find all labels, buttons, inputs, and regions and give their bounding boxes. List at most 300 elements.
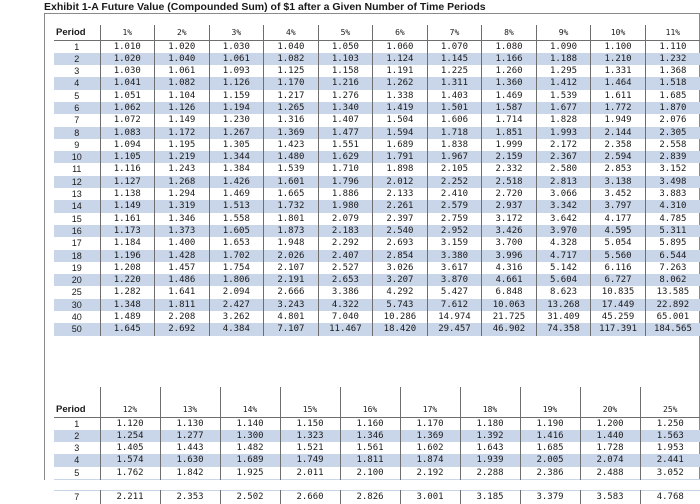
table-header-row xyxy=(54,387,700,417)
value-cell: 1.665 xyxy=(264,188,319,200)
value-cell: 1.173 xyxy=(100,225,155,237)
rate-column-header: 5% xyxy=(318,25,373,40)
table-row xyxy=(54,250,700,262)
period-cell: 14 xyxy=(54,200,100,212)
value-cell: 1.641 xyxy=(155,286,210,298)
value-cell: 1.513 xyxy=(209,200,264,212)
table-row xyxy=(54,90,700,102)
value-cell: 1.161 xyxy=(100,213,155,225)
rate-column-header: 6% xyxy=(373,25,428,40)
value-cell: 1.754 xyxy=(209,262,264,274)
value-cell: 2.502 xyxy=(220,491,280,503)
value-cell: 2.527 xyxy=(318,262,373,274)
value-cell: 1.140 xyxy=(220,417,280,430)
value-cell: 1.319 xyxy=(155,200,210,212)
value-cell: 1.127 xyxy=(100,176,155,188)
value-cell: 3.052 xyxy=(640,467,700,479)
value-cell: 1.208 xyxy=(100,262,155,274)
value-cell: 5.895 xyxy=(645,237,700,249)
value-cell: 1.606 xyxy=(427,114,482,126)
period-cell: 19 xyxy=(71,262,82,273)
value-cell: 1.083 xyxy=(100,127,155,139)
value-cell: 2.183 xyxy=(318,225,373,237)
period-cell: 12 xyxy=(54,176,100,188)
value-cell: 3.642 xyxy=(536,213,591,225)
value-cell: 1.504 xyxy=(373,114,428,126)
value-cell: 1.138 xyxy=(100,188,155,200)
value-cell: 1.311 xyxy=(427,77,482,89)
value-cell: 1.230 xyxy=(209,114,264,126)
value-cell: 1.368 xyxy=(645,65,700,77)
period-column-header: Period xyxy=(54,387,100,417)
value-cell: 2.094 xyxy=(209,286,264,298)
table-row xyxy=(54,454,700,466)
value-cell: 65.001 xyxy=(645,311,700,323)
value-cell: 2.540 xyxy=(373,225,428,237)
value-cell: 1.295 xyxy=(536,65,591,77)
table-row xyxy=(54,188,700,200)
value-cell: 1.120 xyxy=(100,417,160,430)
rate-column-header: 14% xyxy=(220,387,280,417)
value-cell: 1.392 xyxy=(460,430,520,442)
rate-column-header: 10% xyxy=(591,25,646,40)
value-cell: 1.282 xyxy=(100,286,155,298)
value-cell: 2.011 xyxy=(280,467,340,479)
value-cell: 3.379 xyxy=(520,491,580,503)
value-cell: 2.192 xyxy=(400,467,460,479)
value-cell: 1.232 xyxy=(645,53,700,65)
value-cell: 1.170 xyxy=(400,417,460,430)
value-cell: 1.714 xyxy=(482,114,537,126)
period-cell: 6 xyxy=(54,102,100,114)
value-cell: 1.874 xyxy=(400,454,460,466)
value-cell: 1.041 xyxy=(100,77,155,89)
period-cell: 2 xyxy=(54,53,100,65)
table-row xyxy=(54,151,700,163)
period-column-header: Period xyxy=(54,25,100,40)
value-cell: 1.166 xyxy=(482,53,537,65)
value-cell: 1.072 xyxy=(100,114,155,126)
value-cell: 6.544 xyxy=(645,250,700,262)
value-cell: 1.160 xyxy=(340,417,400,430)
value-cell: 2.759 xyxy=(427,213,482,225)
table-row xyxy=(54,417,700,430)
value-cell: 1.030 xyxy=(100,65,155,77)
value-cell: 2.397 xyxy=(373,213,428,225)
value-cell: 1.126 xyxy=(209,77,264,89)
value-cell: 1.653 xyxy=(209,237,264,249)
value-cell: 2.407 xyxy=(318,250,373,262)
value-cell: 1.898 xyxy=(373,163,428,175)
value-cell: 1.464 xyxy=(591,77,646,89)
value-cell: 1.150 xyxy=(280,417,340,430)
value-cell: 45.259 xyxy=(591,311,646,323)
value-cell: 1.772 xyxy=(591,102,646,114)
value-cell: 1.180 xyxy=(460,417,520,430)
table-row xyxy=(54,286,700,298)
value-cell: 1.728 xyxy=(580,442,640,454)
value-cell: 1.216 xyxy=(318,77,373,89)
value-cell: 1.925 xyxy=(220,467,280,479)
table-row xyxy=(54,102,700,114)
value-cell: 1.210 xyxy=(591,53,646,65)
table-row xyxy=(54,225,700,237)
value-cell: 1.643 xyxy=(460,442,520,454)
period-cell: 1 xyxy=(74,41,80,52)
value-cell: 1.993 xyxy=(536,127,591,139)
value-cell: 2.252 xyxy=(427,176,482,188)
value-cell: 1.732 xyxy=(264,200,319,212)
value-cell: 3.026 xyxy=(373,262,428,274)
value-cell: 4.310 xyxy=(645,200,700,212)
table-row xyxy=(54,430,700,442)
value-cell: 2.353 xyxy=(160,491,220,503)
rate-column-header: 20% xyxy=(580,387,640,417)
value-cell: 1.539 xyxy=(536,90,591,102)
value-cell: 1.300 xyxy=(220,430,280,442)
value-cell: 1.316 xyxy=(264,114,319,126)
value-cell: 2.579 xyxy=(427,200,482,212)
value-cell: 1.170 xyxy=(264,77,319,89)
period-cell: 4 xyxy=(54,77,100,89)
value-cell: 1.980 xyxy=(318,200,373,212)
period-cell: 17 xyxy=(71,238,82,249)
value-cell: 3.498 xyxy=(645,176,700,188)
value-cell: 1.796 xyxy=(318,176,373,188)
value-cell: 13.268 xyxy=(536,299,591,311)
value-cell: 2.159 xyxy=(482,151,537,163)
value-cell: 1.749 xyxy=(280,454,340,466)
value-cell: 2.261 xyxy=(373,200,428,212)
table-row xyxy=(54,77,700,89)
period-cell: 10 xyxy=(54,151,100,163)
value-cell: 1.323 xyxy=(280,430,340,442)
value-cell: 5.604 xyxy=(536,274,591,286)
value-cell: 1.400 xyxy=(155,237,210,249)
value-cell: 1.196 xyxy=(100,250,155,262)
value-cell: 1.477 xyxy=(318,127,373,139)
table-row xyxy=(54,237,700,249)
value-cell: 1.340 xyxy=(318,102,373,114)
table-row xyxy=(54,467,700,479)
value-cell: 2.660 xyxy=(280,491,340,503)
value-cell: 4.384 xyxy=(209,323,264,335)
value-cell: 8.062 xyxy=(645,274,700,286)
value-cell: 3.172 xyxy=(482,213,537,225)
value-cell: 31.409 xyxy=(536,311,591,323)
value-cell: 1.412 xyxy=(536,77,591,89)
value-cell: 1.939 xyxy=(460,454,520,466)
value-cell: 1.346 xyxy=(340,430,400,442)
value-cell: 3.185 xyxy=(460,491,520,503)
value-cell: 2.133 xyxy=(373,188,428,200)
value-cell: 2.666 xyxy=(264,286,319,298)
rate-column-header: 15% xyxy=(280,387,340,417)
value-cell: 1.254 xyxy=(100,430,160,442)
value-cell: 1.601 xyxy=(264,176,319,188)
value-cell: 1.276 xyxy=(318,90,373,102)
value-cell: 2.074 xyxy=(580,454,640,466)
value-cell: 1.384 xyxy=(209,163,264,175)
value-cell: 2.079 xyxy=(318,213,373,225)
value-cell: 1.967 xyxy=(427,151,482,163)
value-cell: 1.605 xyxy=(209,225,264,237)
value-cell: 1.482 xyxy=(220,442,280,454)
value-cell: 1.501 xyxy=(427,102,482,114)
value-cell: 3.452 xyxy=(591,188,646,200)
value-cell: 3.380 xyxy=(427,250,482,262)
value-cell: 29.457 xyxy=(427,323,482,335)
table-row xyxy=(54,323,700,335)
value-cell: 2.488 xyxy=(580,467,640,479)
value-cell: 3.159 xyxy=(427,237,482,249)
rate-column-header: 7% xyxy=(427,25,482,40)
value-cell: 1.428 xyxy=(155,250,210,262)
period-cell: 3 xyxy=(74,66,80,77)
value-cell: 1.294 xyxy=(155,188,210,200)
value-cell: 1.103 xyxy=(318,53,373,65)
value-cell: 2.839 xyxy=(645,151,700,163)
rate-column-header: 9% xyxy=(536,25,591,40)
table-body xyxy=(54,417,700,504)
value-cell: 7.040 xyxy=(318,311,373,323)
value-cell: 3.883 xyxy=(645,188,700,200)
value-cell: 1.806 xyxy=(209,274,264,286)
value-cell: 2.144 xyxy=(591,127,646,139)
value-cell: 1.188 xyxy=(536,53,591,65)
value-cell: 1.305 xyxy=(209,139,264,151)
value-cell: 1.373 xyxy=(155,225,210,237)
value-cell: 1.702 xyxy=(209,250,264,262)
value-cell: 1.360 xyxy=(482,77,537,89)
value-cell: 1.125 xyxy=(264,65,319,77)
value-cell: 1.369 xyxy=(264,127,319,139)
rate-column-header: 16% xyxy=(340,387,400,417)
value-cell: 1.158 xyxy=(318,65,373,77)
value-cell: 1.419 xyxy=(373,102,428,114)
value-cell: 1.348 xyxy=(100,299,155,311)
value-cell: 4.768 xyxy=(640,491,700,503)
value-cell: 3.700 xyxy=(482,237,537,249)
value-cell: 184.565 xyxy=(645,323,700,335)
value-cell: 1.265 xyxy=(264,102,319,114)
value-cell: 10.286 xyxy=(373,311,428,323)
value-cell: 11.467 xyxy=(318,323,373,335)
value-cell: 2.208 xyxy=(155,311,210,323)
value-cell: 1.489 xyxy=(100,311,155,323)
value-cell: 2.410 xyxy=(427,188,482,200)
value-cell: 1.949 xyxy=(591,114,646,126)
value-cell: 1.587 xyxy=(482,102,537,114)
value-cell: 3.583 xyxy=(580,491,640,503)
value-cell: 1.149 xyxy=(155,114,210,126)
value-cell: 1.082 xyxy=(264,53,319,65)
value-cell: 1.061 xyxy=(209,53,264,65)
value-cell: 1.423 xyxy=(264,139,319,151)
value-cell: 1.040 xyxy=(155,53,210,65)
value-cell: 1.948 xyxy=(264,237,319,249)
value-cell: 1.124 xyxy=(373,53,428,65)
rate-column-header: 4% xyxy=(264,25,319,40)
value-cell: 1.574 xyxy=(100,454,160,466)
value-cell: 1.828 xyxy=(536,114,591,126)
value-cell: 1.080 xyxy=(482,40,537,53)
value-cell: 5.054 xyxy=(591,237,646,249)
value-cell: 1.645 xyxy=(100,323,155,335)
value-cell: 1.184 xyxy=(100,237,155,249)
value-cell: 1.561 xyxy=(340,442,400,454)
table-row xyxy=(54,274,700,286)
value-cell: 2.211 xyxy=(100,491,160,503)
value-cell: 1.104 xyxy=(155,90,210,102)
period-cell: 3 xyxy=(74,443,80,454)
value-cell: 1.110 xyxy=(645,40,700,53)
rate-column-header: 3% xyxy=(209,25,264,40)
table-row xyxy=(54,491,700,503)
value-cell: 1.277 xyxy=(160,430,220,442)
value-cell: 1.443 xyxy=(160,442,220,454)
value-cell: 1.260 xyxy=(482,65,537,77)
value-cell: 1.338 xyxy=(373,90,428,102)
value-cell: 1.551 xyxy=(318,139,373,151)
value-cell: 4.322 xyxy=(318,299,373,311)
value-cell: 3.262 xyxy=(209,311,264,323)
value-cell: 1.268 xyxy=(155,176,210,188)
table-row xyxy=(54,40,700,53)
rate-column-header: 18% xyxy=(460,387,520,417)
value-cell: 10.063 xyxy=(482,299,537,311)
value-cell: 1.518 xyxy=(645,77,700,89)
value-cell: 1.486 xyxy=(155,274,210,286)
value-cell: 7.263 xyxy=(645,262,700,274)
value-cell: 1.250 xyxy=(640,417,700,430)
value-cell: 1.689 xyxy=(220,454,280,466)
value-cell: 2.427 xyxy=(209,299,264,311)
period-cell: 50 xyxy=(54,323,100,335)
rate-column-header: 19% xyxy=(520,387,580,417)
value-cell: 1.539 xyxy=(264,163,319,175)
value-cell: 17.449 xyxy=(591,299,646,311)
value-cell: 2.367 xyxy=(536,151,591,163)
value-cell: 2.076 xyxy=(645,114,700,126)
value-cell: 4.316 xyxy=(482,262,537,274)
value-cell: 1.886 xyxy=(318,188,373,200)
table-row xyxy=(54,311,700,323)
value-cell: 1.190 xyxy=(520,417,580,430)
value-cell: 2.358 xyxy=(591,139,646,151)
value-cell: 4.661 xyxy=(482,274,537,286)
value-cell: 1.331 xyxy=(591,65,646,77)
rate-column-header: 25% xyxy=(640,387,700,417)
value-cell: 3.152 xyxy=(645,163,700,175)
value-cell: 3.870 xyxy=(427,274,482,286)
value-cell: 5.311 xyxy=(645,225,700,237)
value-cell: 1.060 xyxy=(373,40,428,53)
value-cell: 3.207 xyxy=(373,274,428,286)
value-cell: 1.159 xyxy=(209,90,264,102)
value-cell: 1.407 xyxy=(318,114,373,126)
table-row xyxy=(54,200,700,212)
table-row xyxy=(54,53,700,65)
value-cell: 1.405 xyxy=(100,442,160,454)
period-cell: 5 xyxy=(74,90,80,101)
value-cell: 2.386 xyxy=(520,467,580,479)
value-cell: 2.693 xyxy=(373,237,428,249)
value-cell: 1.194 xyxy=(209,102,264,114)
value-cell: 1.090 xyxy=(536,40,591,53)
value-cell: 117.391 xyxy=(591,323,646,335)
value-cell: 1.426 xyxy=(209,176,264,188)
value-cell: 1.611 xyxy=(591,90,646,102)
value-cell: 2.005 xyxy=(520,454,580,466)
period-cell: 16 xyxy=(54,225,100,237)
value-cell: 7.107 xyxy=(264,323,319,335)
value-cell: 10.835 xyxy=(591,286,646,298)
value-cell: 1.563 xyxy=(640,430,700,442)
value-cell: 2.332 xyxy=(482,163,537,175)
value-cell: 13.585 xyxy=(645,286,700,298)
value-cell: 1.200 xyxy=(580,417,640,430)
value-cell: 1.082 xyxy=(155,77,210,89)
value-cell: 2.026 xyxy=(264,250,319,262)
period-cell: 13 xyxy=(71,189,82,200)
table-row xyxy=(54,139,700,151)
value-cell: 6.727 xyxy=(591,274,646,286)
value-cell: 1.811 xyxy=(155,299,210,311)
value-cell: 4.801 xyxy=(264,311,319,323)
value-cell: 22.892 xyxy=(645,299,700,311)
value-cell: 1.851 xyxy=(482,127,537,139)
value-cell: 2.580 xyxy=(536,163,591,175)
value-cell: 1.220 xyxy=(100,274,155,286)
value-cell: 1.999 xyxy=(482,139,537,151)
value-cell: 1.010 xyxy=(100,40,155,53)
period-cell: 5 xyxy=(74,467,80,478)
value-cell: 46.902 xyxy=(482,323,537,335)
value-cell: 1.020 xyxy=(100,53,155,65)
page-crop-edge xyxy=(0,480,700,490)
value-cell: 1.062 xyxy=(100,102,155,114)
value-cell: 2.937 xyxy=(482,200,537,212)
value-cell: 2.191 xyxy=(264,274,319,286)
value-cell: 2.854 xyxy=(373,250,428,262)
table-row xyxy=(54,176,700,188)
value-cell: 1.040 xyxy=(264,40,319,53)
period-cell: 2 xyxy=(54,430,100,442)
period-cell: 20 xyxy=(54,274,100,286)
value-cell: 1.630 xyxy=(160,454,220,466)
period-cell: 11 xyxy=(72,164,82,175)
value-cell: 1.811 xyxy=(340,454,400,466)
value-cell: 1.051 xyxy=(100,90,155,102)
period-cell: 7 xyxy=(74,115,80,126)
value-cell: 3.342 xyxy=(536,200,591,212)
value-cell: 2.100 xyxy=(340,467,400,479)
value-cell: 3.001 xyxy=(400,491,460,503)
value-cell: 1.689 xyxy=(373,139,428,151)
value-cell: 1.685 xyxy=(520,442,580,454)
value-cell: 8.623 xyxy=(536,286,591,298)
period-cell: 9 xyxy=(74,139,80,150)
value-cell: 1.172 xyxy=(155,127,210,139)
value-cell: 2.558 xyxy=(645,139,700,151)
value-cell: 2.012 xyxy=(373,176,428,188)
value-cell: 4.177 xyxy=(591,213,646,225)
value-cell: 4.595 xyxy=(591,225,646,237)
value-cell: 1.521 xyxy=(280,442,340,454)
value-cell: 1.677 xyxy=(536,102,591,114)
value-cell: 1.093 xyxy=(209,65,264,77)
